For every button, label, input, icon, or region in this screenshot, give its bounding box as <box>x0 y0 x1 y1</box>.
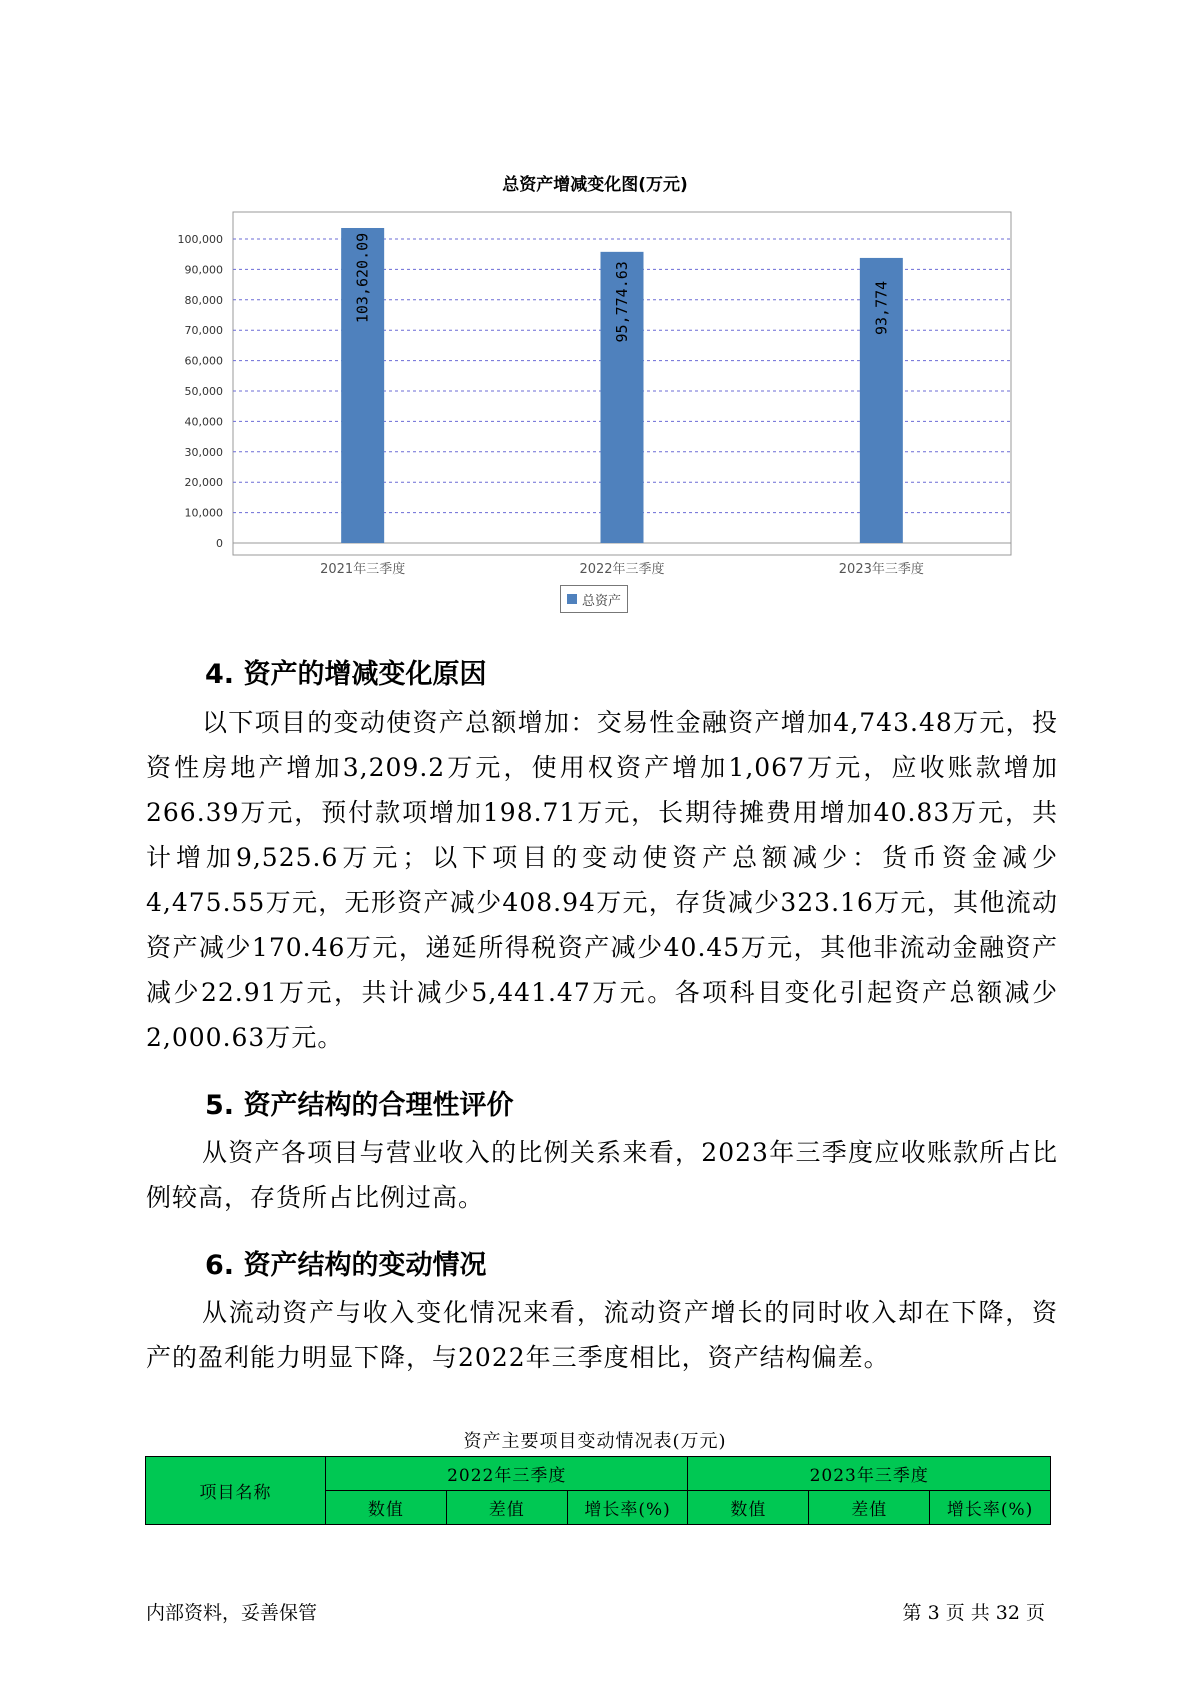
subheader-growth: 增长率(%) <box>567 1491 688 1525</box>
table-title: 资产主要项目变动情况表(万元) <box>463 1431 727 1452</box>
section-4-paragraph: 以下项目的变动使资产总额增加：交易性金融资产增加4,743.48万元，投资性房地产增加3,209.2万元，使用权资产增加1,067万元，应收账款增加266.39万元，预付款项增加198.71万元，长期待摊费用增加40.83万元，共计增加9,525.6万元；以下项目的变动使资产总额减少：货币资金减少4,475.55万元，无形资产减少408.94万元，存货减少323.16万元，其他流动资产减少170.46万元，递延所得税资产减少40.45万元，其他非流动金融资产减少22.91万元，共计减少5,441.47万元。各项科目变化引起资产总额减少2,000.63万元。 <box>146 708 1058 1052</box>
legend-swatch <box>567 594 577 604</box>
bar-data-label: 93,774 <box>872 280 891 336</box>
section-6-paragraph: 从流动资产与收入变化情况来看，流动资产增长的同时收入却在下降，资产的盈利能力明显下降，与2022年三季度相比，资产结构偏差。 <box>146 1298 1058 1372</box>
y-tick-label: 40,000 <box>184 415 223 429</box>
table-header-row <box>146 1457 1051 1491</box>
section-heading-4: 4. 资产的增减变化原因 <box>205 659 487 690</box>
x-tick-label: 2021年三季度 <box>320 562 406 577</box>
bar-data-label: 95,774.63 <box>613 261 631 343</box>
asset-change-table <box>145 1456 1051 1525</box>
bar-data-label: 103,620.09 <box>353 232 372 324</box>
y-tick-label: 80,000 <box>184 293 223 307</box>
header-period-2023: 2023年三季度 <box>688 1457 1051 1491</box>
subheader-growth: 增长率(%) <box>930 1491 1051 1525</box>
footer-confidential: 内部资料，妥善保管 <box>146 1602 318 1624</box>
subheader-diff: 差值 <box>446 1491 567 1525</box>
header-item-name: 项目名称 <box>146 1457 326 1525</box>
y-tick-label: 70,000 <box>184 324 223 338</box>
section-heading-6: 6. 资产结构的变动情况 <box>205 1250 487 1281</box>
x-tick-label: 2022年三季度 <box>579 562 665 577</box>
subheader-diff: 差值 <box>809 1491 930 1525</box>
subheader-value: 数值 <box>326 1491 447 1525</box>
section-5-paragraph: 从资产各项目与营业收入的比例关系来看，2023年三季度应收账款所占比例较高，存货所占比例过高。 <box>146 1138 1058 1212</box>
section-heading-5: 5. 资产结构的合理性评价 <box>205 1090 514 1121</box>
chart-title: 总资产增减变化图(万元) <box>502 175 688 195</box>
y-tick-label: 20,000 <box>184 476 223 490</box>
header-period-2022: 2022年三季度 <box>326 1457 688 1491</box>
total-assets-bar-chart <box>0 0 1191 620</box>
y-tick-label: 60,000 <box>184 354 223 368</box>
y-tick-label: 50,000 <box>184 385 223 398</box>
y-tick-label: 30,000 <box>184 445 223 459</box>
y-tick-label: 90,000 <box>184 263 223 277</box>
chart-legend <box>560 585 628 613</box>
footer-page-number: 第 3 页 共 32 页 <box>902 1602 1045 1624</box>
y-tick-label: 10,000 <box>184 506 223 520</box>
y-tick-label: 0 <box>216 537 223 550</box>
legend-label: 总资产 <box>582 593 622 609</box>
x-tick-label: 2023年三季度 <box>838 562 924 577</box>
subheader-value: 数值 <box>688 1491 809 1525</box>
y-tick-label: 100,000 <box>177 233 223 246</box>
